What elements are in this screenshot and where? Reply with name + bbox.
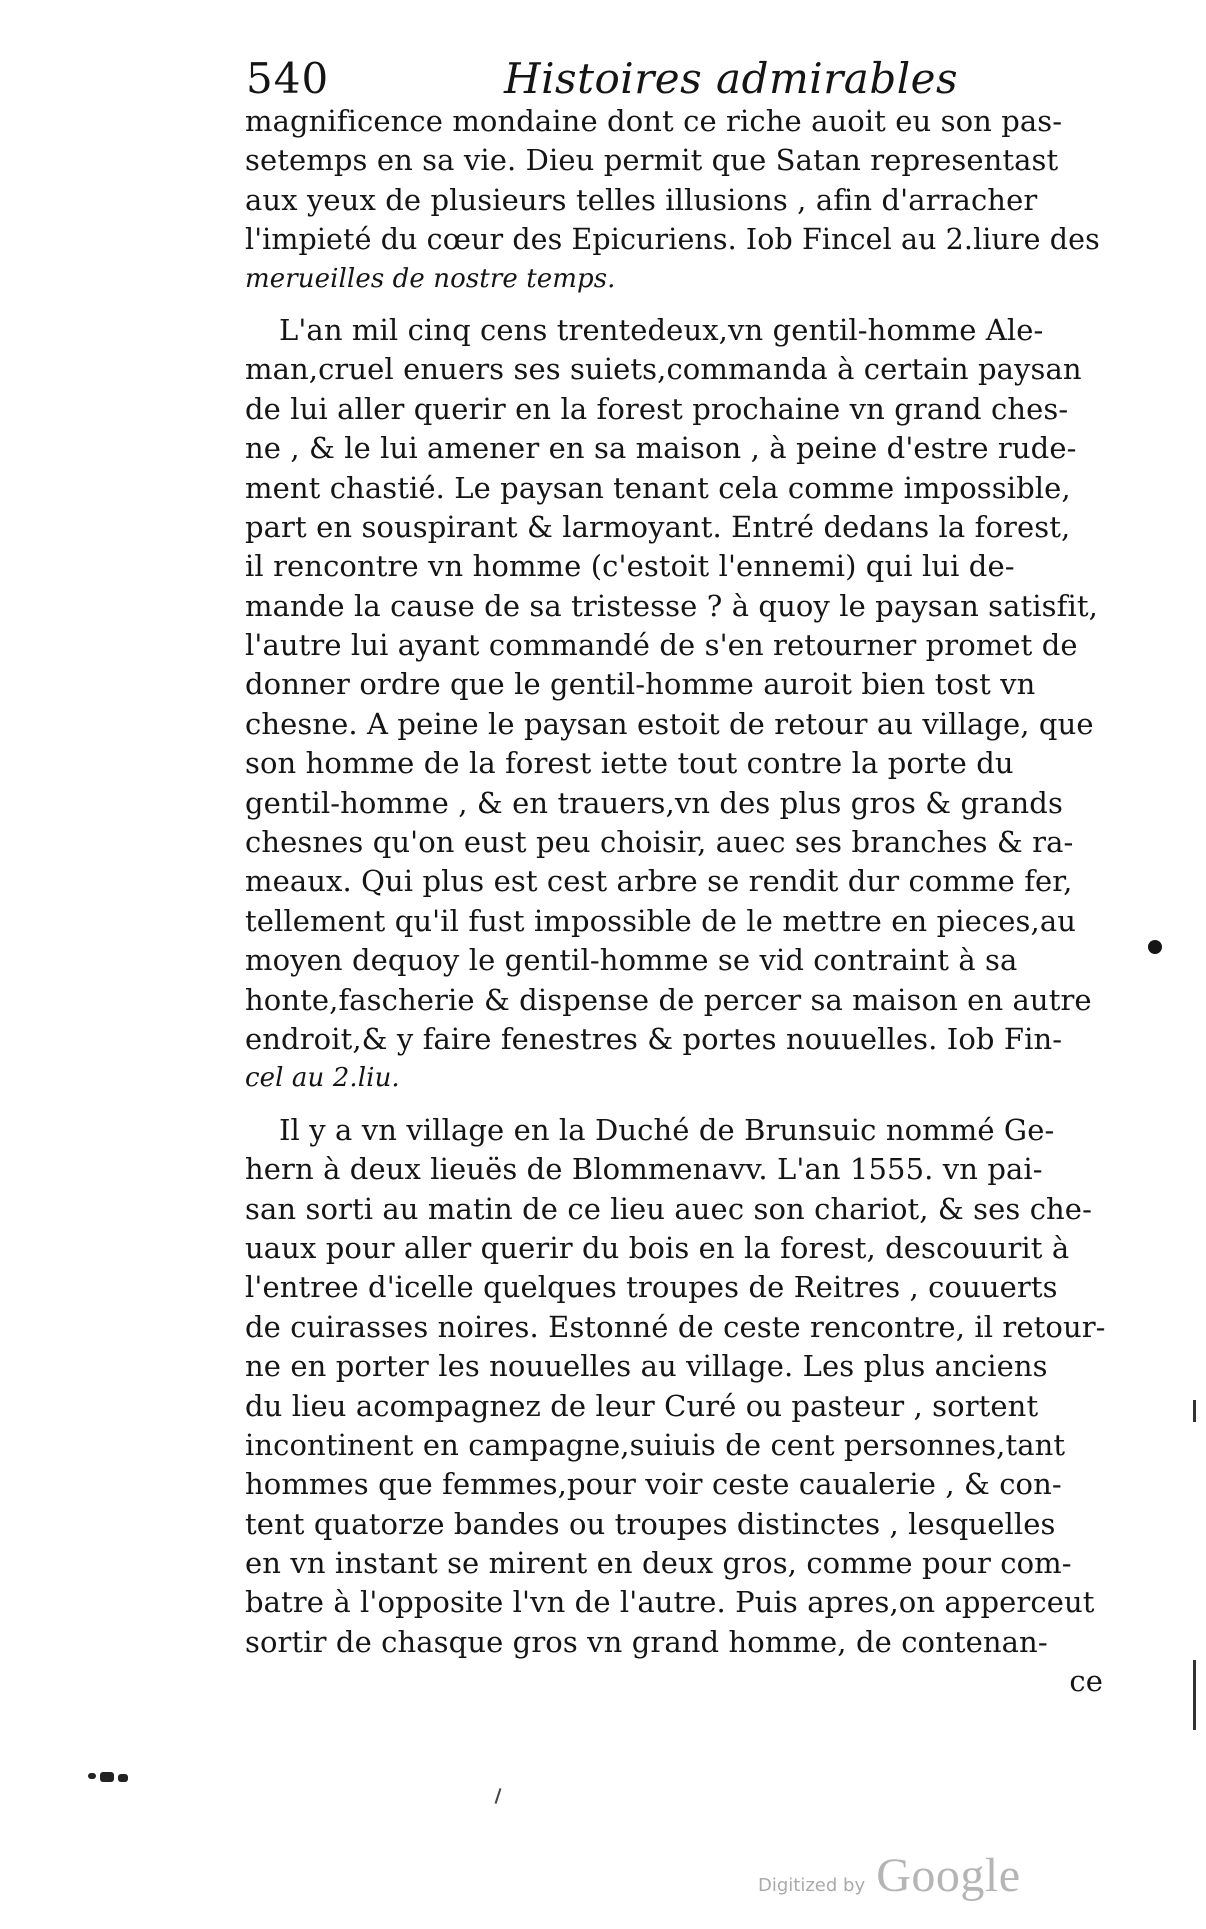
text-line: batre à l'opposite l'vn de l'autre. Puis apres,on apperceut xyxy=(245,1585,1095,1620)
text-line: honte,fascherie & dispense de percer sa maison en autre xyxy=(245,982,1092,1017)
text-line: ne , & le lui amener en sa maison , à peine d'estre rude- xyxy=(245,431,1077,466)
paragraph-gap xyxy=(245,1099,1107,1111)
text-line: donner ordre que le gentil-homme auroit bien tost vn xyxy=(245,667,1036,702)
text-line: l'impieté du cœur des Epicuriens. Iob Fincel au 2.liure des xyxy=(245,223,1100,257)
paragraph xyxy=(245,102,1107,299)
text-line: endroit,& y faire fenestres & portes nouuelles. Iob Fin- xyxy=(245,1021,1063,1056)
edge-mark xyxy=(1193,1660,1196,1730)
text-line: meaux. Qui plus est cest arbre se rendit dur comme fer, xyxy=(245,864,1073,899)
paragraph xyxy=(245,1111,1107,1662)
text-line: hommes que femmes,pour voir ceste caualerie , & con- xyxy=(245,1467,1062,1502)
google-logo: Google xyxy=(876,1849,1021,1902)
text-line: Il y a vn village en la Duché de Brunsuic nommé Ge- xyxy=(279,1112,1055,1147)
edge-mark xyxy=(1193,1400,1196,1422)
text-line: chesnes qu'on eust peu choisir, auec ses branches & ra- xyxy=(245,825,1074,860)
text-line: il rencontre vn homme (c'estoit l'ennemi) qui lui de- xyxy=(245,549,1015,584)
text-line: san sorti au matin de ce lieu auec son chariot, & ses che- xyxy=(245,1191,1092,1226)
watermark-caption: Digitized by xyxy=(758,1875,866,1896)
text-line: mande la cause de sa tristesse ? à quoy le paysan satisfit, xyxy=(245,588,1098,623)
text-line: chesne. A peine le paysan estoit de retour au village, que xyxy=(245,706,1094,741)
ink-mark xyxy=(495,1788,502,1804)
text-line: ment chastié. Le paysan tenant cela comme impossible, xyxy=(245,470,1071,505)
text-line: setemps en sa vie. Dieu permit que Satan representast xyxy=(245,143,1059,178)
running-head: Histoires admirables xyxy=(504,54,959,103)
text-line: merueilles de nostre temps. xyxy=(245,263,616,294)
text-line: en vn instant se mirent en deux gros, comme pour com- xyxy=(245,1546,1072,1581)
page-number: 540 xyxy=(246,54,330,103)
paragraph xyxy=(245,311,1107,1099)
text-line: man,cruel enuers ses suiets,commanda à certain paysan xyxy=(245,352,1082,387)
text-line: magnificence mondaine dont ce riche auoit eu son pas- xyxy=(245,104,1063,138)
text-line: hern à deux lieuës de Blommenavv. L'an 1555. vn pai- xyxy=(245,1152,1043,1187)
text-line: L'an mil cinq cens trentedeux,vn gentil-homme Ale- xyxy=(279,312,1044,347)
text-line: moyen dequoy le gentil-homme se vid contraint à sa xyxy=(245,943,1018,978)
text-line: du lieu acompagnez de leur Curé ou pasteur , sortent xyxy=(245,1388,1039,1423)
text-line: incontinent en campagne,suiuis de cent personnes,tant xyxy=(245,1427,1066,1462)
margin-dot xyxy=(1148,940,1162,954)
text-line: gentil-homme , & en trauers,vn des plus gros & grands xyxy=(245,785,1063,820)
catchword: ce xyxy=(1069,1664,1103,1699)
text-line: l'entree d'icelle quelques troupes de Reitres , couuerts xyxy=(245,1270,1058,1305)
text-line: uaux pour aller querir du bois en la forest, descouurit à xyxy=(245,1230,1070,1265)
paragraph-gap xyxy=(245,299,1107,311)
text-line: tent quatorze bandes ou troupes distinctes , lesquelles xyxy=(245,1506,1056,1541)
ink-smudge xyxy=(88,1770,134,1786)
text-line: de cuirasses noires. Estonné de ceste rencontre, il retour- xyxy=(245,1309,1106,1344)
text-line: l'autre lui ayant commandé de s'en retourner promet de xyxy=(245,628,1078,663)
text-line: cel au 2.liu. xyxy=(245,1063,400,1094)
text-line: son homme de la forest iette tout contre la porte du xyxy=(245,746,1014,781)
digitized-watermark xyxy=(758,1848,1021,1908)
text-line: part en souspirant & larmoyant. Entré dedans la forest, xyxy=(245,509,1071,544)
text-line: tellement qu'il fust impossible de le mettre en pieces,au xyxy=(245,903,1076,938)
text-line: sortir de chasque gros vn grand homme, de contenan- xyxy=(245,1624,1048,1659)
text-line: ne en porter les nouuelles au village. Les plus anciens xyxy=(245,1349,1048,1384)
body-text xyxy=(245,102,1107,1702)
page-header xyxy=(246,48,1106,110)
text-line: aux yeux de plusieurs telles illusions , afin d'arracher xyxy=(245,182,1038,217)
text-line: de lui aller querir en la forest prochaine vn grand ches- xyxy=(245,391,1069,426)
